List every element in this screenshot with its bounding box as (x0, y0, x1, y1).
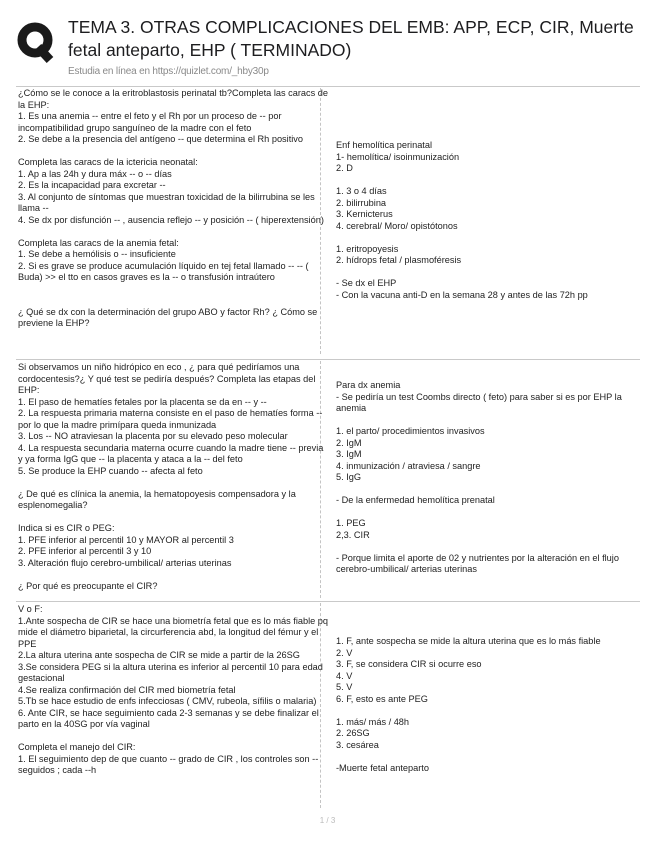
row-divider (16, 359, 640, 360)
row-divider (16, 86, 640, 87)
flashcard-row (16, 88, 640, 356)
flashcard-question: Si observamos un niño hidrópico en eco , ¿ para qué pediríamos una cordocentesis?¿ Y qué test se pediría después? Completa las etapas del EHP: 1. El paso de hematíes fetales por la placenta se da en -- y -- 2. La respuesta primaria materna consiste en el paso de hematíes forma -- por lo que la madre primípara queda inmunizada 3. Los -- NO atraviesan la placenta por su elevado peso molecular 4. La respuesta secundaria materna ocurre cuando la madre tiene -- previa y ya forma IgG que -- la placenta y ataca a la -- del feto 5. Se produce la EHP cuando -- afecta al feto ¿ De qué es clínica la anemia, la hematopoyesis compensadora y la esplenomegalia? Indica si es CIR o PEG: 1. PFE inferior al percentil 10 y MAYOR al percentil 3 2. PFE inferior al percentil 3 y 10 3. Alteración flujo cerebro-umbilical/ arterias uterinas ¿ Por qué es preocupante el CIR? (18, 362, 324, 591)
row-divider (16, 601, 640, 602)
flashcard-row (16, 362, 640, 600)
source-link[interactable]: Estudia en línea en https://quizlet.com/_hby30p (68, 66, 269, 77)
quizlet-logo-icon (16, 20, 56, 64)
flashcard-question: ¿Cómo se le conoce a la eritroblastosis perinatal tb?Completa las caracs de la EHP: 1. Es una anemia -- entre el feto y el Rh por un proceso de -- por incompatibilidad grupo sanguíneo de la madre con el feto 2. Se debe a la presencia del antígeno -- que determina el Rh positivo Completa las caracs de la ictericia neonatal: 1. Ap a las 24h y dura máx -- o -- días 2. Es la incapacidad para excretar -- 3. Al conjunto de síntomas que muestran toxicidad de la bilirrubina se les llama -- 4. Se dx por disfunción -- , ausencia reflejo -- y posición -- ( hiperextensión) Completa las caracs de la anemia fetal: 1. Se debe a hemólisis o -- insuficiente 2. Si es grave se produce acumulación líquido en tej fetal llamado -- -- ( Buda) >> el tto en casos graves es la -- o transfusión intraútero ¿ Qué se dx con la determinación del grupo ABO y factor Rh? ¿ Cómo se previene la EHP? (18, 88, 328, 328)
document-title: TEMA 3. OTRAS COMPLICACIONES DEL EMB: APP, ECP, CIR, Muerte fetal anteparto, EHP ( TERMINADO) (68, 17, 634, 60)
flashcard-row (16, 604, 640, 810)
page-number: 1 / 3 (319, 816, 336, 825)
flashcard-question: V o F: 1.Ante sospecha de CIR se hace una biometría fetal que es lo más fiable pq mide el diámetro biparietal, la circurferencia abd, la longitud del fémur y el PPE 2.La altura uterina ante sospecha de CIR se mide a partir de la 26SG 3.Se considera PEG si la altura uterina es inferior al percentil 10 para edad gestacional 4.Se realiza confirmación del CIR med biometría fetal 5.Tb se hace estudio de enfs infecciosas ( CMV, rubeola, sífilis o malaria) 6. Ante CIR, se hace seguimiento cada 2-3 semanas y se debe finalizar el parto en la 40SG por vía vaginal Completa el manejo del CIR: 1. El seguimiento dep de que cuanto -- grado de CIR , los controles son -- seguidos ; cada --h (18, 604, 329, 775)
flashcard-answer: Para dx anemia - Se pediría un test Coombs directo ( feto) para saber si es por EHP la anemia 1. el parto/ procedimientos invasivos 2. IgM 3. IgM 4. inmunización / atraviesa / sangre 5. IgG - De la enfermedad hemolítica prenatal 1. PEG 2,3. CIR - Porque limita el aporte de 02 y nutrientes por la alteración en el flujo cerebro-umbilical/ arterias uterinas (336, 380, 622, 574)
flashcard-answer: Enf hemolítica perinatal 1- hemolítica/ isoinmunización 2. D 1. 3 o 4 días 2. bilirrubina 3. Kernicterus 4. cerebral/ Moro/ opistótonos 1. eritropoyesis 2. hídrops fetal / plasmoféresis - Se dx el EHP - Con la vacuna anti-D en la semana 28 y antes de las 72h pp (336, 140, 588, 300)
document-header (14, 12, 644, 82)
flashcard-answer: 1. F, ante sospecha se mide la altura uterina que es lo más fiable 2. V 3. F, se considera CIR si ocurre eso 4. V 5. V 6. F, esto es ante PEG 1. más/ más / 48h 2. 26SG 3. cesárea -Muerte fetal anteparto (336, 636, 601, 773)
